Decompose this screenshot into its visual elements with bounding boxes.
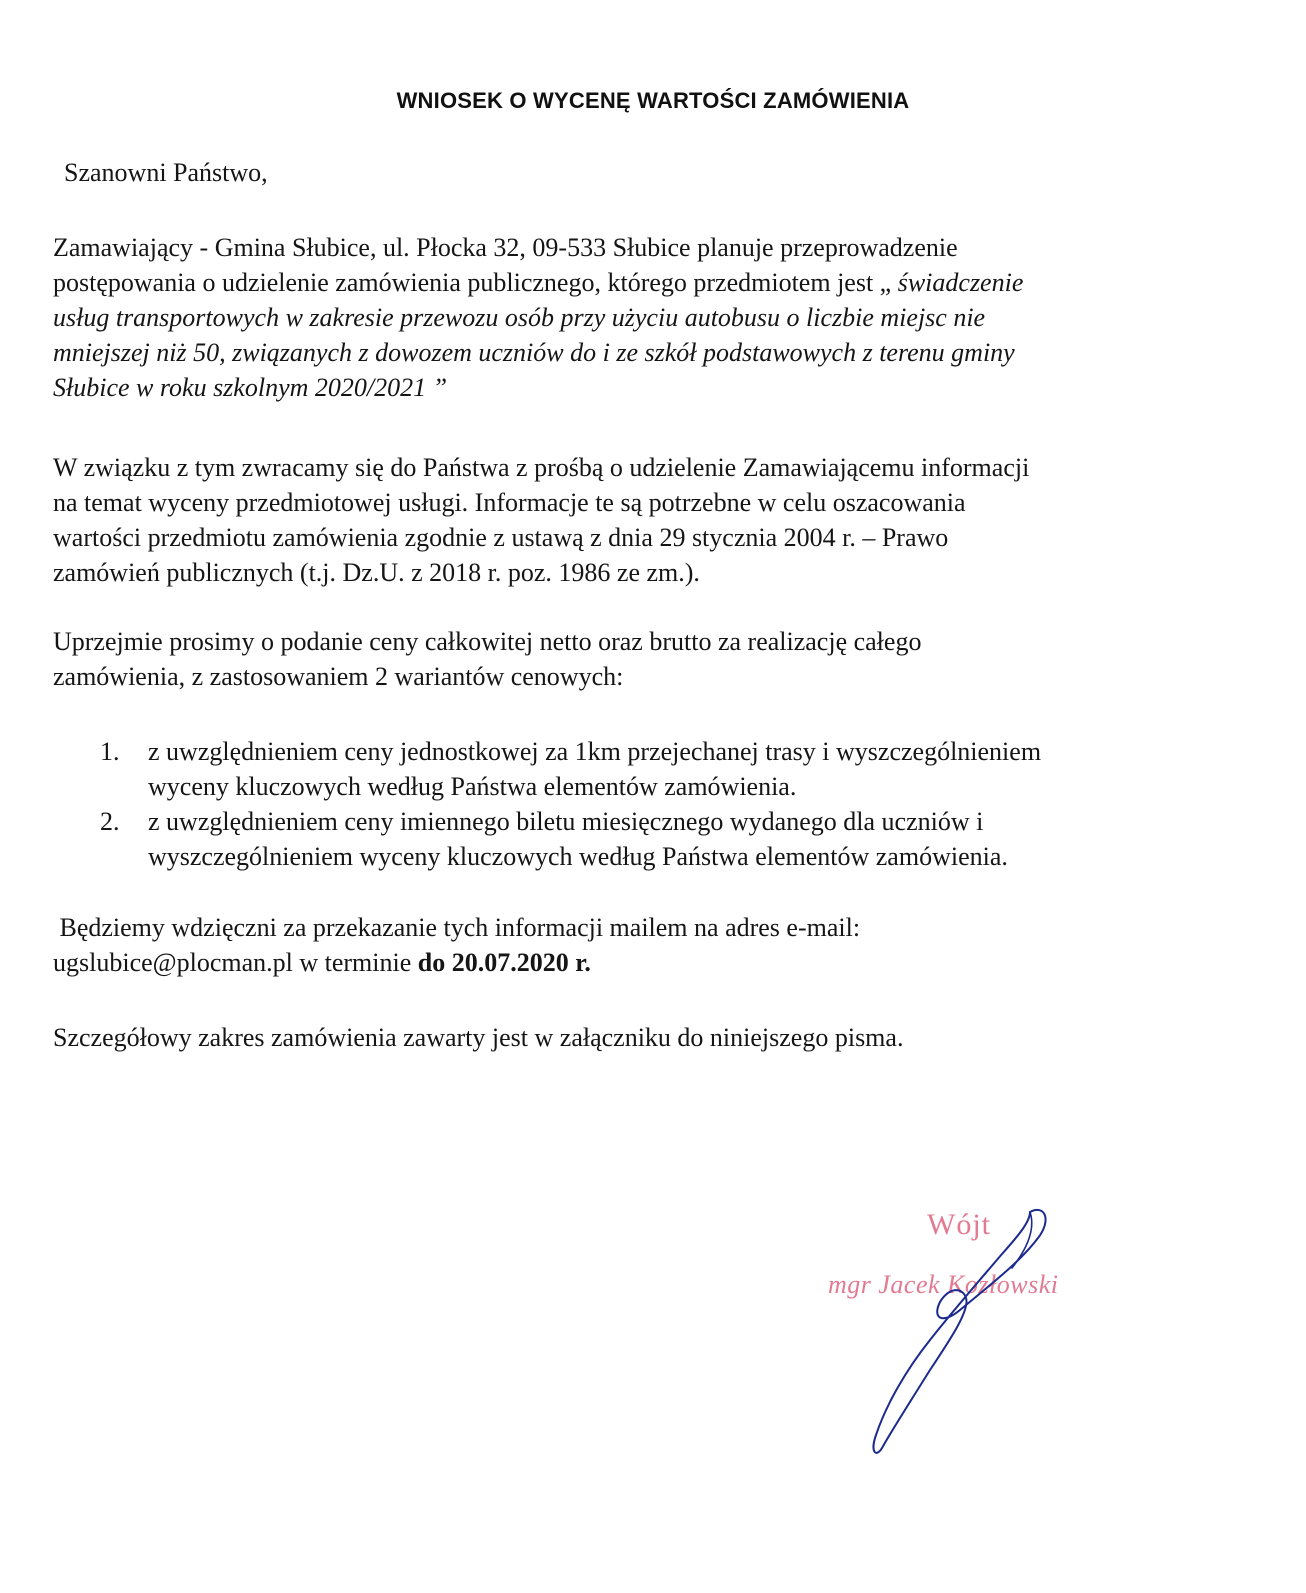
price-variants-list <box>100 734 1260 874</box>
list-item <box>100 734 1260 804</box>
paragraph-line: Będziemy wdzięczni za przekazanie tych informacji mailem na adres e-mail: <box>53 913 861 942</box>
subject-line: mniejszej niż 50, związanych z dowozem uczniów do i ze szkół podstawowych z terenu gminy <box>53 338 1015 367</box>
paragraph-line: W związku z tym zwracamy się do Państwa z prośbą o udzielenie Zamawiającemu informacji <box>53 453 1030 482</box>
document-title: WNIOSEK O WYCENĘ WARTOŚCI ZAMÓWIENIA <box>396 88 910 113</box>
signature-block <box>800 1190 1160 1490</box>
paragraph-line <box>53 265 1253 300</box>
stamp-title: Wójt <box>927 1208 991 1241</box>
salutation: Szanowni Państwo, <box>64 158 268 187</box>
paragraph-line: wartości przedmiotu zamówienia zgodnie z ustawą z dnia 29 stycznia 2004 r. – Prawo <box>53 523 949 552</box>
paragraph-line: zamówień publicznych (t.j. Dz.U. z 2018 r. poz. 1986 ze zm.). <box>53 558 700 587</box>
email-text: ugslubice@plocman.pl w terminie <box>53 948 418 977</box>
stamp-name: mgr Jacek Kozłowski <box>828 1270 1059 1299</box>
subject-line: Słubice w roku szkolnym 2020/2021 ” <box>53 373 448 402</box>
paragraph-intro <box>53 230 1253 405</box>
handwritten-signature <box>830 1190 1050 1460</box>
paragraph-line: na temat wyceny przedmiotowej usługi. Informacje te są potrzebne w celu oszacowania <box>53 488 966 517</box>
paragraph-line: Uprzejmie prosimy o podanie ceny całkowitej netto oraz brutto za realizację całego <box>53 627 922 656</box>
list-item-line: wyszczególnieniem wyceny kluczowych według Państwa elementów zamówienia. <box>148 842 1008 871</box>
list-item <box>100 804 1260 874</box>
paragraph-line <box>53 945 1253 980</box>
list-item-number: 1. <box>100 737 120 766</box>
list-item-line: z uwzględnieniem ceny imiennego biletu miesięcznego wydanego dla uczniów i <box>148 807 984 836</box>
subject-italic-part: świadczenie <box>897 268 1024 297</box>
paragraph-request <box>53 450 1253 590</box>
list-item-line: wyceny kluczowych według Państwa elementów zamówienia. <box>148 772 797 801</box>
paragraph-line: zamówienia, z zastosowaniem 2 wariantów cenowych: <box>53 662 624 691</box>
paragraph-price-request <box>53 624 1253 694</box>
list-item-number: 2. <box>100 807 120 836</box>
paragraph-contact <box>53 910 1253 980</box>
paragraph-line: Zamawiający - Gmina Słubice, ul. Płocka 32, 09-533 Słubice planuje przeprowadzenie <box>53 233 958 262</box>
deadline-text: do 20.07.2020 r. <box>417 948 591 977</box>
subject-line: usług transportowych w zakresie przewozu osób przy użyciu autobusu o liczbie miejsc nie <box>53 303 986 332</box>
list-item-line: z uwzględnieniem ceny jednostkowej za 1km przejechanej trasy i wyszczególnieniem <box>148 737 1042 766</box>
paragraph-line: Szczegółowy zakres zamówienia zawarty jest w załączniku do niniejszego pisma. <box>53 1023 904 1052</box>
paragraph-attachment-note <box>53 1020 1253 1055</box>
paragraph-line-part: postępowania o udzielenie zamówienia publicznego, którego przedmiotem jest „ <box>53 268 898 297</box>
